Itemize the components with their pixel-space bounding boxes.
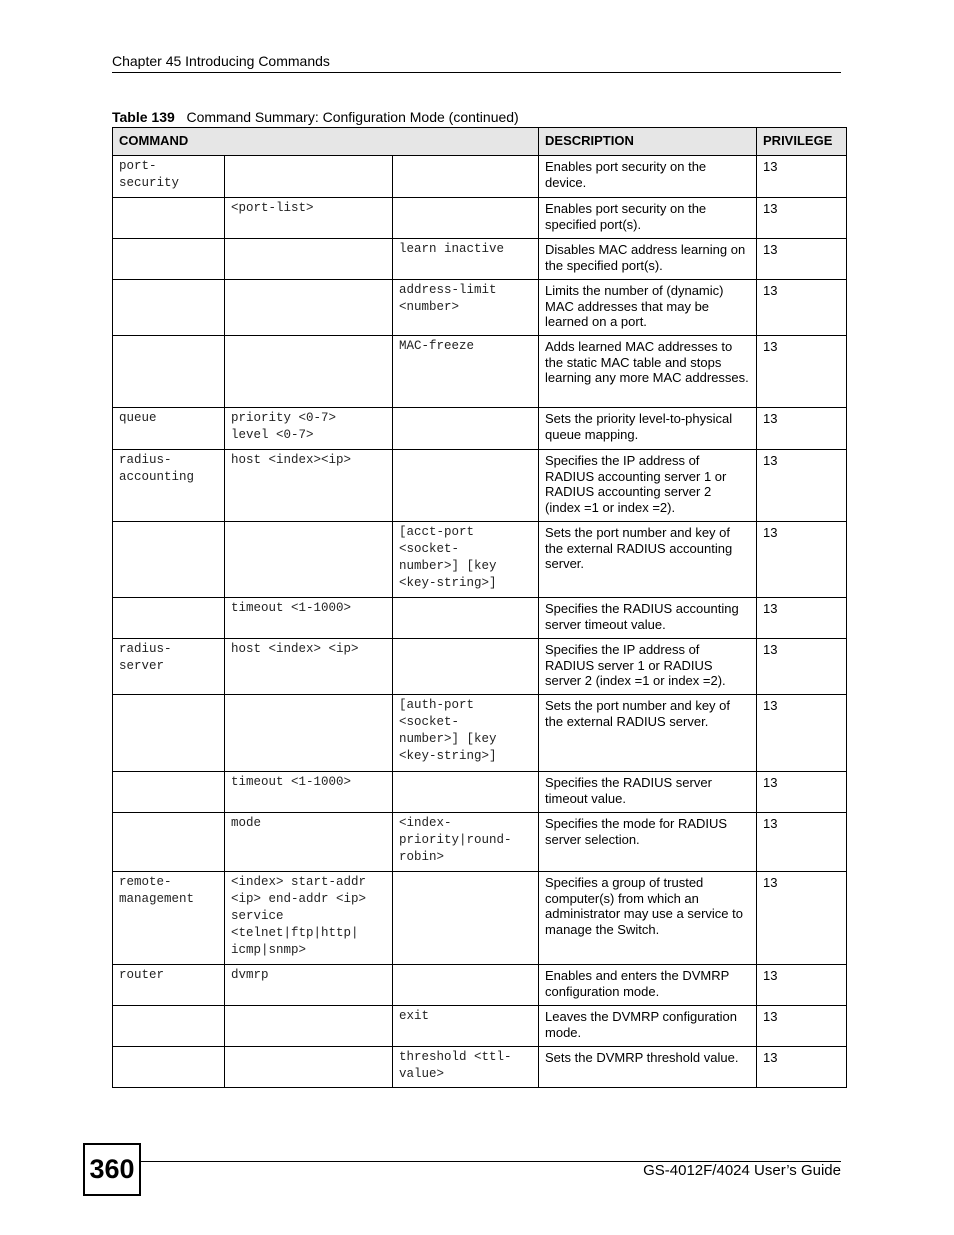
command-cell-level2 bbox=[225, 239, 393, 280]
description-cell: Disables MAC address learning on the specified port(s). bbox=[539, 239, 757, 280]
command-cell-level3 bbox=[393, 198, 539, 239]
command-cell-level3: threshold <ttl- value> bbox=[393, 1047, 539, 1088]
command-cell-level1 bbox=[113, 198, 225, 239]
privilege-cell: 13 bbox=[757, 280, 847, 336]
table-row bbox=[113, 598, 847, 639]
privilege-cell: 13 bbox=[757, 695, 847, 772]
table-row bbox=[113, 198, 847, 239]
command-cell-level1: port- security bbox=[113, 156, 225, 198]
command-cell-level3: [acct-port <socket- number>] [key <key-string>] bbox=[393, 522, 539, 598]
command-cell-level3 bbox=[393, 408, 539, 450]
command-cell-level2: <port-list> bbox=[225, 198, 393, 239]
table-row bbox=[113, 1047, 847, 1088]
table-row bbox=[113, 965, 847, 1006]
privilege-cell: 13 bbox=[757, 198, 847, 239]
table-caption bbox=[112, 108, 519, 126]
table-row bbox=[113, 872, 847, 965]
command-cell-level1: remote- management bbox=[113, 872, 225, 965]
description-cell: Specifies the IP address of RADIUS accounting server 1 or RADIUS accounting server 2 (index =1 or index =2). bbox=[539, 450, 757, 522]
command-cell-level3 bbox=[393, 965, 539, 1006]
privilege-cell: 13 bbox=[757, 156, 847, 198]
command-cell-level1 bbox=[113, 336, 225, 408]
privilege-cell: 13 bbox=[757, 813, 847, 872]
table-row bbox=[113, 336, 847, 408]
table-row bbox=[113, 156, 847, 198]
command-cell-level3 bbox=[393, 598, 539, 639]
table-row bbox=[113, 813, 847, 872]
privilege-cell: 13 bbox=[757, 1006, 847, 1047]
table-title: Command Summary: Configuration Mode (continued) bbox=[186, 109, 519, 125]
command-cell-level2 bbox=[225, 522, 393, 598]
command-cell-level3 bbox=[393, 872, 539, 965]
description-cell: Enables port security on the device. bbox=[539, 156, 757, 198]
description-cell: Specifies the RADIUS accounting server timeout value. bbox=[539, 598, 757, 639]
table-row bbox=[113, 695, 847, 772]
command-cell-level1: queue bbox=[113, 408, 225, 450]
command-summary-table bbox=[112, 127, 847, 1088]
command-cell-level2: timeout <1-1000> bbox=[225, 772, 393, 813]
description-cell: Enables and enters the DVMRP configuration mode. bbox=[539, 965, 757, 1006]
command-cell-level3 bbox=[393, 450, 539, 522]
column-header-privilege: PRIVILEGE bbox=[757, 128, 847, 156]
table-row bbox=[113, 280, 847, 336]
command-cell-level2 bbox=[225, 156, 393, 198]
privilege-cell: 13 bbox=[757, 522, 847, 598]
command-cell-level1 bbox=[113, 1006, 225, 1047]
header-divider bbox=[112, 72, 841, 73]
command-cell-level3 bbox=[393, 639, 539, 695]
chapter-header: Chapter 45 Introducing Commands bbox=[112, 53, 330, 69]
description-cell: Enables port security on the specified port(s). bbox=[539, 198, 757, 239]
description-cell: Leaves the DVMRP configuration mode. bbox=[539, 1006, 757, 1047]
description-cell: Sets the priority level-to-physical queue mapping. bbox=[539, 408, 757, 450]
description-cell: Sets the port number and key of the external RADIUS server. bbox=[539, 695, 757, 772]
command-cell-level2: priority <0-7> level <0-7> bbox=[225, 408, 393, 450]
command-cell-level3: [auth-port <socket- number>] [key <key-string>] bbox=[393, 695, 539, 772]
table-row bbox=[113, 639, 847, 695]
table-row bbox=[113, 522, 847, 598]
description-cell: Sets the DVMRP threshold value. bbox=[539, 1047, 757, 1088]
privilege-cell: 13 bbox=[757, 772, 847, 813]
command-cell-level2 bbox=[225, 1047, 393, 1088]
table-header-row bbox=[113, 128, 847, 156]
command-cell-level2: host <index> <ip> bbox=[225, 639, 393, 695]
command-cell-level2: <index> start-addr <ip> end-addr <ip> service <telnet|ftp|http| icmp|snmp> bbox=[225, 872, 393, 965]
column-header-command: COMMAND bbox=[113, 128, 539, 156]
command-cell-level2: dvmrp bbox=[225, 965, 393, 1006]
command-cell-level1 bbox=[113, 813, 225, 872]
command-cell-level1: radius- accounting bbox=[113, 450, 225, 522]
command-cell-level1 bbox=[113, 239, 225, 280]
description-cell: Specifies the IP address of RADIUS server 1 or RADIUS server 2 (index =1 or index =2). bbox=[539, 639, 757, 695]
privilege-cell: 13 bbox=[757, 598, 847, 639]
command-cell-level1 bbox=[113, 695, 225, 772]
command-cell-level1 bbox=[113, 522, 225, 598]
command-cell-level3 bbox=[393, 772, 539, 813]
command-cell-level2: timeout <1-1000> bbox=[225, 598, 393, 639]
description-cell: Adds learned MAC addresses to the static MAC table and stops learning any more MAC addresses. bbox=[539, 336, 757, 408]
description-cell: Specifies the RADIUS server timeout value. bbox=[539, 772, 757, 813]
description-cell: Sets the port number and key of the external RADIUS accounting server. bbox=[539, 522, 757, 598]
privilege-cell: 13 bbox=[757, 639, 847, 695]
column-header-description: DESCRIPTION bbox=[539, 128, 757, 156]
guide-title: GS-4012F/4024 User’s Guide bbox=[643, 1162, 841, 1179]
command-cell-level1 bbox=[113, 598, 225, 639]
page-number: 360 bbox=[83, 1143, 141, 1196]
table-row bbox=[113, 1006, 847, 1047]
command-cell-level3: <index- priority|round- robin> bbox=[393, 813, 539, 872]
command-cell-level2: host <index><ip> bbox=[225, 450, 393, 522]
privilege-cell: 13 bbox=[757, 872, 847, 965]
command-cell-level1: router bbox=[113, 965, 225, 1006]
table-row bbox=[113, 450, 847, 522]
table-body bbox=[113, 156, 847, 1088]
command-cell-level3: learn inactive bbox=[393, 239, 539, 280]
privilege-cell: 13 bbox=[757, 450, 847, 522]
command-cell-level1 bbox=[113, 772, 225, 813]
command-cell-level3: MAC-freeze bbox=[393, 336, 539, 408]
command-cell-level2: mode bbox=[225, 813, 393, 872]
command-cell-level1 bbox=[113, 1047, 225, 1088]
description-cell: Specifies the mode for RADIUS server selection. bbox=[539, 813, 757, 872]
privilege-cell: 13 bbox=[757, 408, 847, 450]
command-cell-level2 bbox=[225, 1006, 393, 1047]
command-cell-level3: exit bbox=[393, 1006, 539, 1047]
table-row bbox=[113, 408, 847, 450]
command-cell-level2 bbox=[225, 336, 393, 408]
table-row bbox=[113, 772, 847, 813]
command-cell-level1: radius- server bbox=[113, 639, 225, 695]
privilege-cell: 13 bbox=[757, 965, 847, 1006]
table-row bbox=[113, 239, 847, 280]
command-cell-level3 bbox=[393, 156, 539, 198]
privilege-cell: 13 bbox=[757, 336, 847, 408]
table-label: Table 139 bbox=[112, 109, 175, 125]
command-cell-level3: address-limit <number> bbox=[393, 280, 539, 336]
command-cell-level2 bbox=[225, 280, 393, 336]
command-cell-level1 bbox=[113, 280, 225, 336]
description-cell: Specifies a group of trusted computer(s) from which an administrator may use a service to manage the Switch. bbox=[539, 872, 757, 965]
privilege-cell: 13 bbox=[757, 1047, 847, 1088]
privilege-cell: 13 bbox=[757, 239, 847, 280]
description-cell: Limits the number of (dynamic) MAC addresses that may be learned on a port. bbox=[539, 280, 757, 336]
command-cell-level2 bbox=[225, 695, 393, 772]
